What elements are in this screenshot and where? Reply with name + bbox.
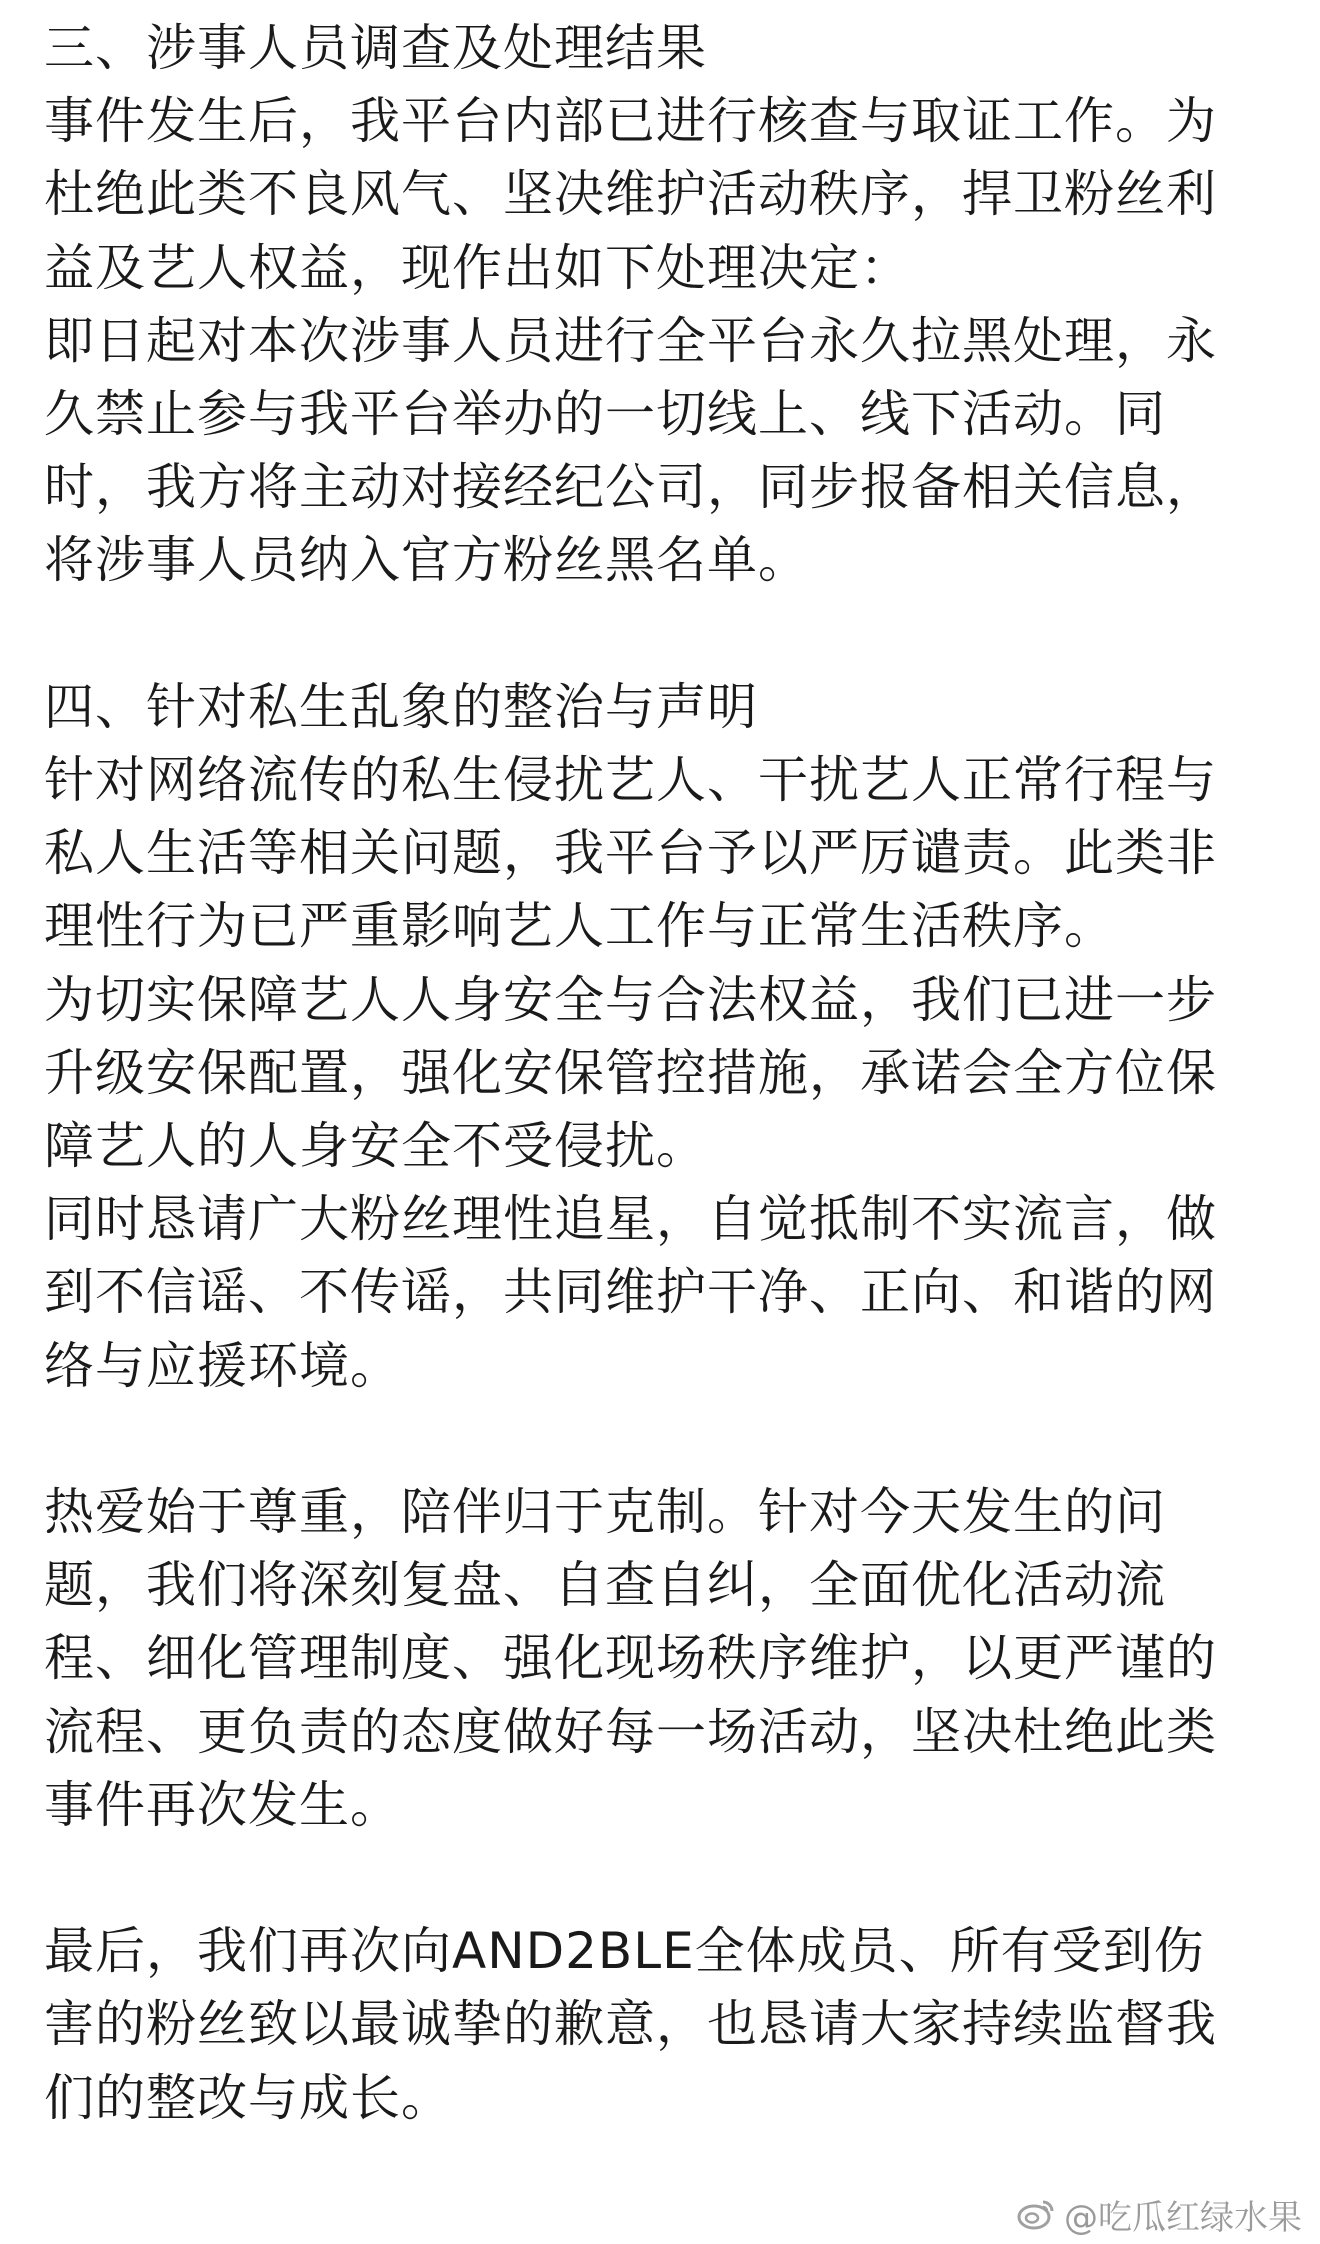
text-line: 私人生活等相关问题，我平台予以严厉谴责。此类非 (44, 824, 1217, 883)
text-line: 益及艺人权益，现作出如下处理决定： (44, 238, 911, 297)
text-line: 络与应援环境。 (44, 1336, 401, 1395)
weibo-logo-icon (1016, 2197, 1056, 2231)
text-line: 事件发生后，我平台内部已进行核查与取证工作。为 (44, 92, 1217, 151)
text-line: 最后，我们再次向AND2BLE全体成员、所有受到伤 (44, 1922, 1205, 1981)
text-line: 时，我方将主动对接经纪公司，同步报备相关信息， (44, 458, 1217, 517)
text-line: 杜绝此类不良风气、坚决维护活动秩序，捍卫粉丝利 (44, 165, 1217, 224)
text-line: 害的粉丝致以最诚挚的歉意，也恳请大家持续监督我 (44, 1995, 1217, 2054)
text-line: 久禁止参与我平台举办的一切线上、线下活动。同 (44, 385, 1166, 443)
text-line: 针对网络流传的私生侵扰艺人、干扰艺人正常行程与 (44, 751, 1217, 809)
watermark-text: @吃瓜红绿水果 (1064, 2197, 1302, 2238)
text-line: 即日起对本次涉事人员进行全平台永久拉黑处理，永 (44, 311, 1217, 370)
text-line: 事件再次发生。 (44, 1775, 401, 1834)
text-line: 四、针对私生乱象的整治与声明 (44, 677, 758, 736)
text-line: 们的整改与成长。 (44, 2068, 452, 2127)
text-line: 流程、更负责的态度做好每一场活动，坚决杜绝此类 (44, 1702, 1217, 1761)
text-line: 将涉事人员纳入官方粉丝黑名单。 (44, 531, 809, 590)
text-line: 到不信谣、不传谣，共同维护干净、正向、和谐的网 (44, 1263, 1217, 1322)
text-line: 题，我们将深刻复盘、自查自纠，全面优化活动流 (44, 1556, 1166, 1615)
text-line: 障艺人的人身安全不受侵扰。 (44, 1117, 707, 1175)
text-line: 为切实保障艺人人身安全与合法权益，我们已进一步 (44, 970, 1217, 1029)
text-line: 三、涉事人员调查及处理结果 (44, 19, 707, 77)
text-line: 程、细化管理制度、强化现场秩序维护，以更严谨的 (44, 1629, 1217, 1688)
text-line: 同时恳请广大粉丝理性追星，自觉抵制不实流言，做 (44, 1190, 1217, 1249)
text-line: 热爱始于尊重，陪伴归于克制。针对今天发生的问 (44, 1483, 1166, 1541)
watermark (1016, 2192, 1302, 2236)
text-line: 升级安保配置，强化安保管控措施，承诺会全方位保 (44, 1043, 1217, 1102)
text-line: 理性行为已严重影响艺人工作与正常生活秩序。 (44, 897, 1115, 956)
